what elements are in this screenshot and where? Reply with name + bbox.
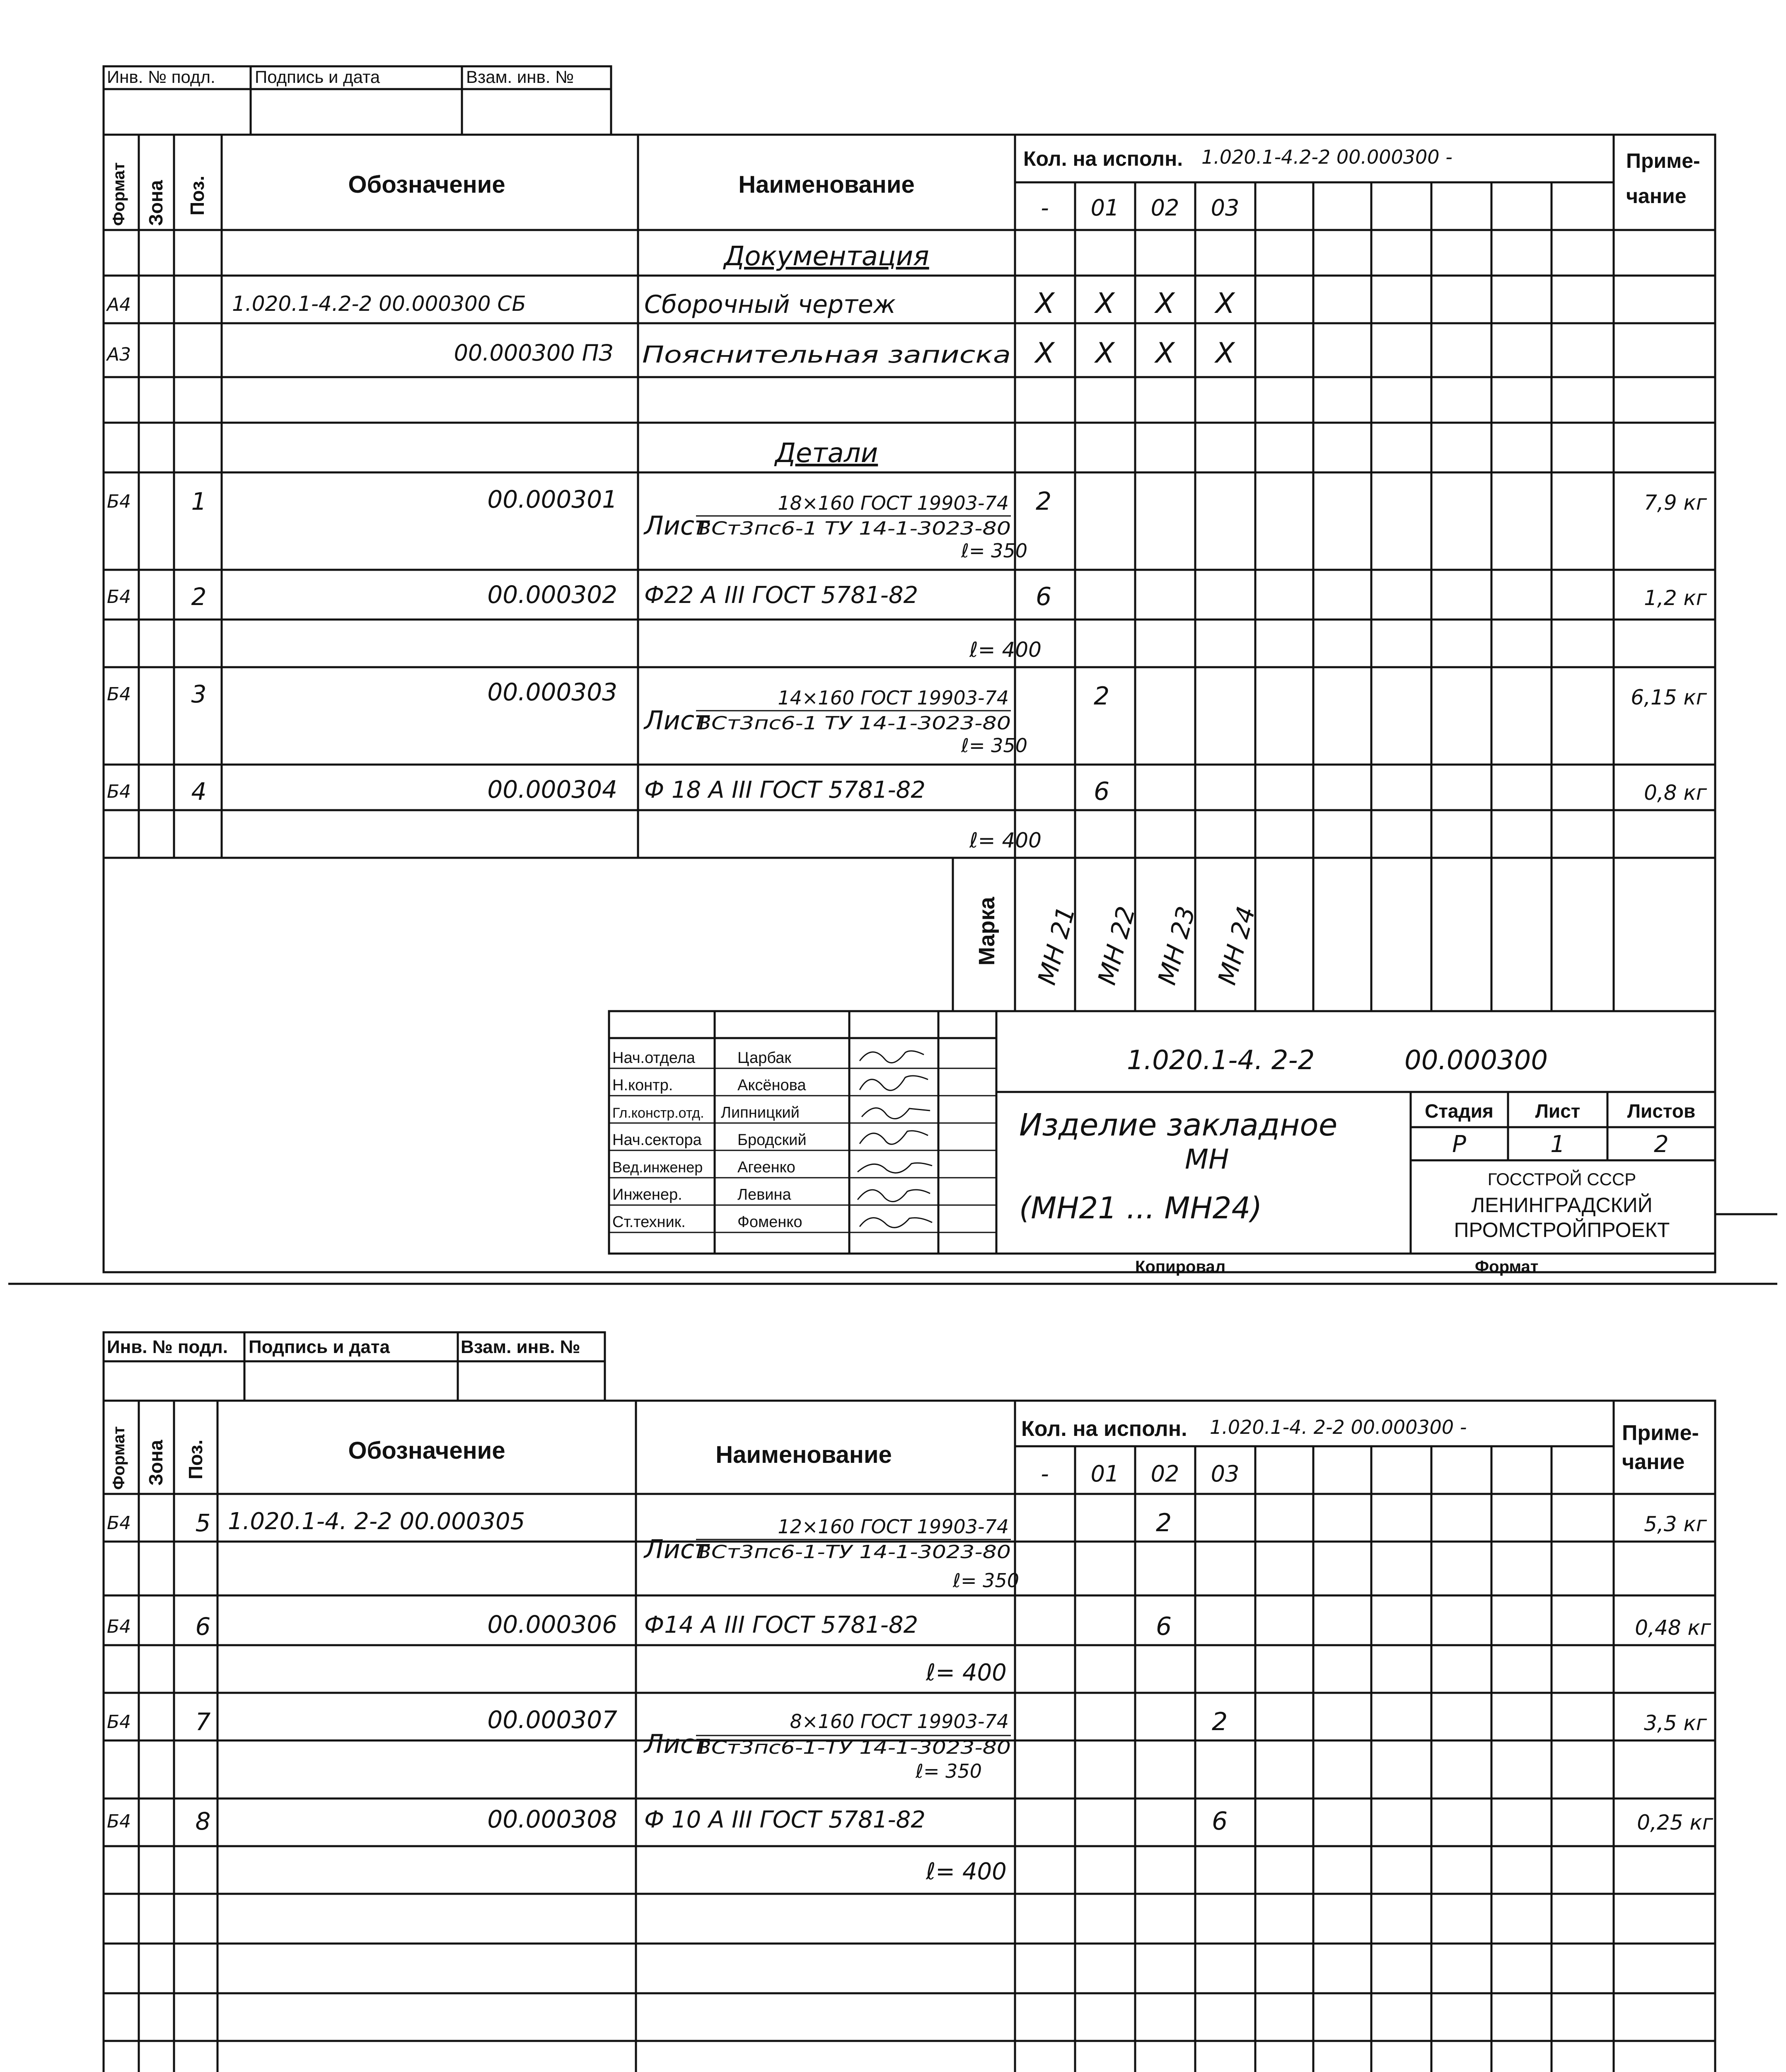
signatures <box>858 1051 932 1227</box>
row-oboz: 00.000304 <box>487 775 617 804</box>
row-oboz: 00.000303 <box>487 678 617 706</box>
tb-name: Бродский <box>737 1131 807 1149</box>
row-name: Ф22 А III ГОСТ 5781-82 <box>644 582 918 609</box>
table-row <box>107 678 1707 757</box>
tb-stadiya-val: Р <box>1452 1131 1466 1158</box>
row-format: Б4 <box>107 1616 131 1637</box>
row-name: Сборочный чертеж <box>644 290 896 319</box>
row-name-top: 18×160 ГОСТ 19903-74 <box>778 492 1009 514</box>
row-format: Б4 <box>107 1711 131 1733</box>
marka-item: МН 23 <box>1152 903 1201 988</box>
row-mark: X <box>1095 337 1115 370</box>
table-row <box>107 775 1707 852</box>
tb-role: Нач.отдела <box>612 1049 695 1067</box>
table-row <box>107 1508 1707 1592</box>
variant-1: 01 <box>1090 1461 1119 1487</box>
variant-0: - <box>1041 1461 1049 1487</box>
tb-code-right: 00.000300 <box>1404 1045 1548 1076</box>
variant-2: 02 <box>1150 1461 1179 1487</box>
stamp-vzam-inv: Взам. инв. № <box>461 1337 580 1357</box>
row-oboz: 1.020.1-4. 2-2 00.000305 <box>228 1508 525 1535</box>
row-poz: 6 <box>195 1612 211 1641</box>
header-prim-2: чание <box>1622 1450 1685 1474</box>
row-format: Б4 <box>107 781 131 802</box>
row-name-bottom: ВСт3пс6-1 ТУ 14-1-3023-80 <box>696 518 1011 539</box>
tb-name: Аксёнова <box>737 1077 806 1094</box>
header-format: Формат <box>110 162 128 226</box>
row-name-len: ℓ= 350 <box>953 1569 1019 1592</box>
tb-role: Гл.констр.отд. <box>612 1105 704 1121</box>
row-oboz: 00.000307 <box>487 1706 617 1734</box>
marka-item: МН 24 <box>1212 903 1262 988</box>
row-format: А3 <box>107 344 131 365</box>
row-note: 0,25 кг <box>1637 1811 1713 1835</box>
header-kol-label: Кол. на исполн. <box>1023 147 1183 170</box>
row-note: 3,5 кг <box>1644 1711 1707 1735</box>
row-name-top: 12×160 ГОСТ 19903-74 <box>778 1515 1009 1538</box>
tb-name: Царбак <box>737 1049 791 1067</box>
stamp-vzam-inv: Взам. инв. № <box>466 67 574 87</box>
row-qty: 6 <box>1156 1612 1172 1641</box>
row-mark: X <box>1035 287 1055 320</box>
stamp-inv-podl: Инв. № подл. <box>107 67 215 87</box>
header-oboznachenie: Обозначение <box>348 171 505 198</box>
row-mark: X <box>1155 337 1175 370</box>
row-note: 7,9 кг <box>1644 491 1707 515</box>
stamp-podpis-data: Подпись и дата <box>255 67 380 87</box>
row-poz: 3 <box>191 680 207 708</box>
row-oboz: 00.000302 <box>487 581 617 609</box>
row-oboz: 00.000306 <box>487 1610 617 1639</box>
header-prim-1: Приме- <box>1626 149 1700 172</box>
section-documentation: Документация <box>724 241 929 272</box>
table-row <box>106 337 1235 370</box>
row-poz: 8 <box>195 1807 211 1835</box>
tb-title-3: (МН21 ... МН24) <box>1019 1191 1262 1225</box>
row-qty: 2 <box>1156 1508 1172 1537</box>
row-qty: 6 <box>1094 777 1110 806</box>
row-note: 5,3 кг <box>1644 1512 1707 1536</box>
table-row <box>107 1610 1711 1686</box>
header-prim-1: Приме- <box>1622 1421 1699 1445</box>
marka-item: МН 21 <box>1032 903 1081 988</box>
tb-title-1: Изделие закладное <box>1019 1107 1338 1143</box>
row-oboz: 00.000300 ПЗ <box>454 340 613 366</box>
row-name-len: ℓ= 400 <box>969 828 1042 852</box>
tb-role: Вед.инженер <box>612 1159 703 1176</box>
tb-list: Лист <box>1535 1100 1581 1122</box>
variant-0: - <box>1041 195 1049 221</box>
row-qty: 2 <box>1212 1707 1228 1736</box>
sheet-1 <box>8 66 1777 1284</box>
row-name-len: ℓ= 400 <box>926 1858 1007 1885</box>
row-name-main: Лист <box>644 1534 710 1564</box>
header-kol-code: 1.020.1-4. 2-2 00.000300 - <box>1210 1416 1467 1438</box>
row-mark: X <box>1095 287 1115 320</box>
row-format: Б4 <box>107 684 131 705</box>
row-name-len: ℓ= 350 <box>961 540 1027 562</box>
row-qty: 2 <box>1094 682 1110 711</box>
header-format: Формат <box>110 1426 128 1490</box>
row-name-len: ℓ= 350 <box>916 1760 982 1782</box>
marka-label: Марка <box>974 897 999 966</box>
header-naimenovanie: Наименование <box>738 171 915 198</box>
row-poz: 2 <box>191 583 207 611</box>
row-name: Ф 10 А III ГОСТ 5781-82 <box>644 1806 926 1833</box>
row-oboz: 00.000308 <box>487 1805 617 1833</box>
row-name: Ф 18 А III ГОСТ 5781-82 <box>644 777 926 804</box>
tb-role: Нач.сектора <box>612 1131 702 1149</box>
row-note: 0,8 кг <box>1644 781 1707 805</box>
row-name: Пояснительная записка <box>642 341 1011 368</box>
row-note: 0,48 кг <box>1635 1616 1711 1640</box>
row-name-bottom: ВСт3пс6-1-ТУ 14-1-3023-80 <box>696 1737 1011 1758</box>
variant-3: 03 <box>1211 1461 1240 1487</box>
table-row <box>107 1706 1707 1782</box>
tb-org-1: ГОССТРОЙ СССР <box>1487 1169 1636 1189</box>
tb-listov-val: 2 <box>1654 1131 1669 1158</box>
tb-role: Ст.техник. <box>612 1213 686 1231</box>
row-qty: 6 <box>1036 582 1052 611</box>
row-name-main: Лист <box>644 705 710 736</box>
tb-list-val: 1 <box>1550 1131 1565 1158</box>
tb-org-2: ЛЕНИНГРАДСКИЙ <box>1471 1193 1653 1217</box>
row-oboz: 1.020.1-4.2-2 00.000300 СБ <box>232 292 526 316</box>
row-name-len: ℓ= 400 <box>969 638 1042 662</box>
tb-code-left: 1.020.1-4. 2-2 <box>1127 1045 1315 1076</box>
row-name-bottom: ВСт3пс6-1 ТУ 14-1-3023-80 <box>696 713 1011 734</box>
section-details: Детали <box>775 438 878 469</box>
row-poz: 5 <box>195 1509 211 1537</box>
row-format: Б4 <box>107 491 131 512</box>
row-format: А4 <box>107 294 131 315</box>
header-zona: Зона <box>145 1440 167 1486</box>
sheet-2 <box>75 1332 1777 2072</box>
variant-3: 03 <box>1211 195 1240 221</box>
header-oboznachenie: Обозначение <box>348 1437 505 1464</box>
variant-2: 02 <box>1150 195 1179 221</box>
tb-title-2: МН <box>1185 1143 1229 1175</box>
footer-format: Формат <box>1475 1258 1539 1276</box>
header-kol-label: Кол. на исполн. <box>1021 1417 1187 1441</box>
tb-role: Инженер. <box>612 1186 682 1203</box>
row-name-len: ℓ= 400 <box>926 1659 1007 1686</box>
row-mark: X <box>1215 337 1235 370</box>
footer-kopiroval: Копировал <box>1135 1258 1226 1276</box>
row-name-top: 14×160 ГОСТ 19903-74 <box>778 687 1009 709</box>
row-poz: 4 <box>191 777 207 806</box>
tb-stadiya: Стадия <box>1425 1100 1494 1122</box>
table-row <box>106 287 1235 320</box>
header-poz: Поз. <box>186 175 208 215</box>
row-qty: 2 <box>1036 487 1052 516</box>
table-row <box>107 581 1707 662</box>
row-qty: 6 <box>1212 1807 1228 1836</box>
row-poz: 7 <box>195 1708 211 1736</box>
row-poz: 1 <box>191 487 207 516</box>
table-row <box>107 485 1707 562</box>
header-naimenovanie: Наименование <box>715 1441 892 1468</box>
row-oboz: 00.000301 <box>487 485 617 513</box>
tb-name: Фоменко <box>737 1213 802 1231</box>
header-zona: Зона <box>145 180 167 226</box>
row-name-main: Лист <box>644 511 710 541</box>
stamp-inv-podl: Инв. № подл. <box>107 1337 228 1357</box>
variant-1: 01 <box>1090 195 1119 221</box>
row-mark: X <box>1035 337 1055 370</box>
row-mark: X <box>1215 287 1235 320</box>
row-format: Б4 <box>107 586 131 608</box>
tb-name: Липницкий <box>721 1104 800 1121</box>
row-name: Ф14 А III ГОСТ 5781-82 <box>644 1612 918 1639</box>
row-note: 6,15 кг <box>1631 685 1707 709</box>
row-note: 1,2 кг <box>1644 586 1707 610</box>
row-name-top: 8×160 ГОСТ 19903-74 <box>790 1710 1009 1733</box>
row-format: Б4 <box>107 1811 131 1832</box>
header-prim-2: чание <box>1626 184 1687 208</box>
row-name-main: Лист <box>644 1729 710 1759</box>
row-mark: X <box>1155 287 1175 320</box>
row-format: Б4 <box>107 1513 131 1534</box>
tb-name: Левина <box>737 1186 791 1203</box>
tb-org-3: ПРОМСТРОЙПРОЕКТ <box>1454 1218 1670 1242</box>
stamp-podpis-data: Подпись и дата <box>249 1337 390 1357</box>
header-kol-code: 1.020.1-4.2-2 00.000300 - <box>1201 146 1452 168</box>
tb-listov: Листов <box>1627 1100 1696 1122</box>
row-name-len: ℓ= 350 <box>961 734 1027 757</box>
marka-item: МН 22 <box>1092 903 1141 988</box>
header-poz: Поз. <box>185 1439 206 1479</box>
tb-name: Агеенко <box>737 1159 795 1176</box>
row-name-bottom: ВСт3пс6-1-ТУ 14-1-3023-80 <box>696 1542 1011 1563</box>
tb-role: Н.контр. <box>612 1077 673 1094</box>
